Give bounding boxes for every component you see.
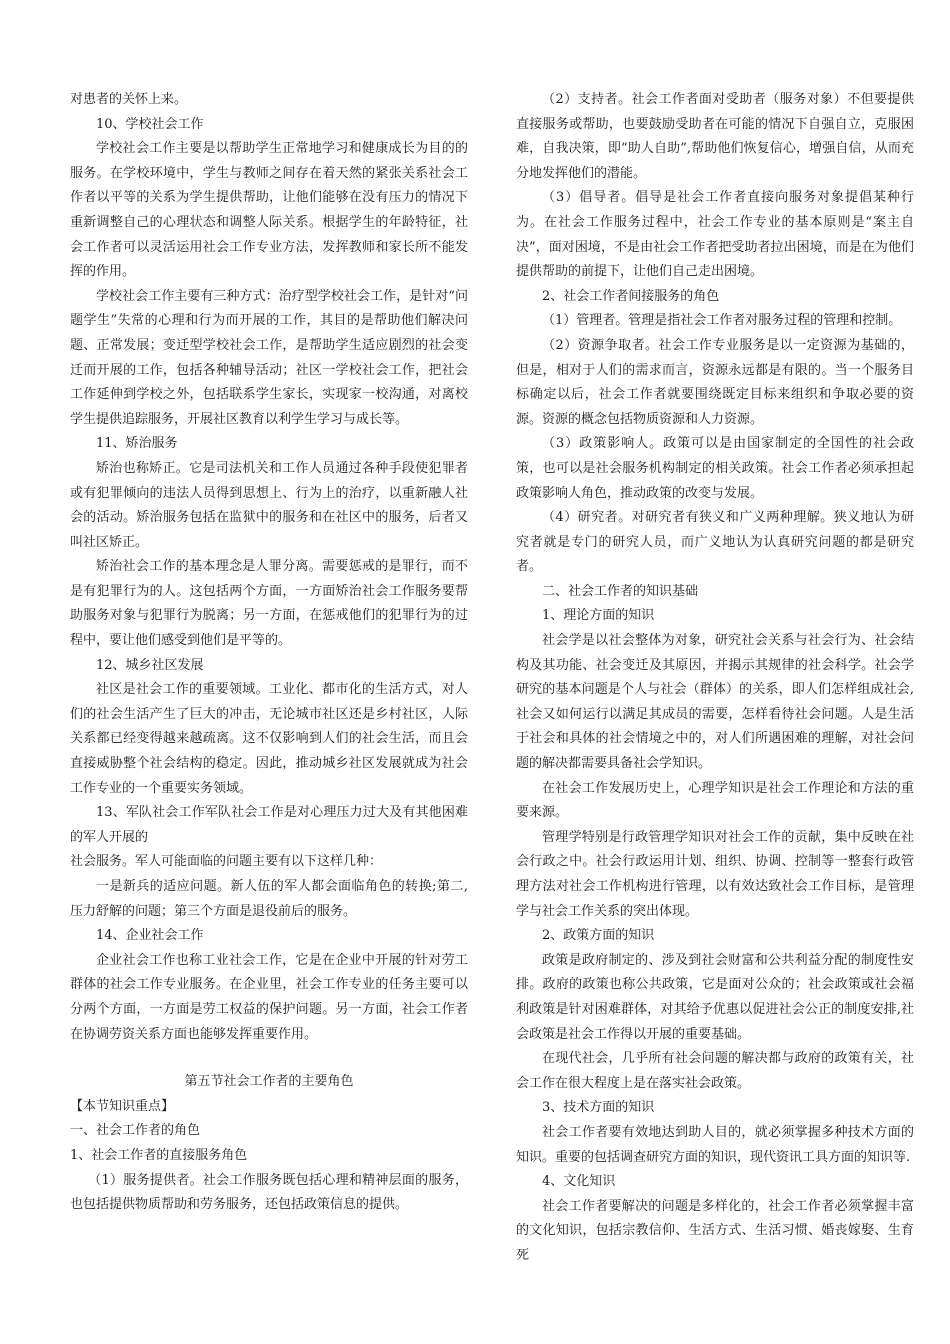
left-paragraph: 13、军队社会工作军队社会工作是对心理压力过大及有其他困难的军人开展的 xyxy=(70,805,468,845)
right-paragraph: （1）管理者。管理是指社会工作者对服务过程的管理和控制。 xyxy=(542,313,902,329)
right-paragraph: 社会学是以社会整体为对象，研究社会关系与社会行为、社会结构及其功能、社会变迁及其原因，并揭示其规律的社会科学。社会学研究的基本问题是个人与社会（群体）的关系，即人们怎样组成社会,社会又如何运行以满足其成员的需要，怎样看待社会问题。人是生活于社会和具体的社会情境之中的，对人们所遇困难的理解，对社会问题的解决都需要具备社会学知识。 xyxy=(516,633,914,772)
right-paragraph: 管理学特别是行政管理学知识对社会工作的贡献，集中反映在社会行政之中。社会行政运用计划、组织、协调、控制等一整套行政管理方法对社会工作机构进行管理，以有效达致社会工作目标，是管理学与社会工作关系的突出体现。 xyxy=(516,829,914,919)
spacer xyxy=(70,1047,468,1070)
right-paragraph: 2、政策方面的知识 xyxy=(542,928,655,944)
right-paragraph: 在现代社会，几乎所有社会问题的解决都与政府的政策有关，社会工作在很大程度上是在落实社会政策。 xyxy=(516,1051,914,1091)
right-paragraph: 4、文化知识 xyxy=(542,1174,616,1190)
left-paragraph: 一、社会工作者的角色 xyxy=(70,1123,201,1139)
left-paragraph: 学校社会工作主要是以帮助学生正常地学习和健康成长为目的的服务。在学校环境中，学生与教师之间存在着天然的紧张关系社会工作者以平等的关系为学生提供帮助，让他们能够在没有压力的情况下重新调整自己的心理状态和调整人际关系。根据学生的年龄特征，社会工作者可以灵活运用社会工作专业方法，发挥教师和家长所不能发挥的作用。 xyxy=(70,141,468,280)
right-column xyxy=(516,88,914,1269)
left-paragraph: 14、企业社会工作 xyxy=(96,928,204,944)
right-paragraph: （2）资源争取者。社会工作专业服务是以一定资源为基础的，但是，相对于人们的需求而言，资源永远都是有限的。当一个服务目标确定以后，社会工作者就要围绕既定目标来组织和争取必要的资源。资源的概念包括物质资源和人力资源。 xyxy=(516,337,914,427)
left-paragraph: （1）服务提供者。社会工作服务既包括心理和精神层面的服务，也包括提供物质帮助和劳务服务，还包括政策信息的提供。 xyxy=(70,1172,468,1213)
right-paragraph: （3）倡导者。倡导是社会工作者直接向服务对象提倡某种行为。在社会工作服务过程中，社会工作专业的基本原则是“案主自决”，面对困境，不是由社会工作者把受助者拉出困境，而是在为他们提供帮助的前提下，让他们自己走出困境。 xyxy=(516,190,914,280)
right-paragraph: （4）研究者。对研究者有狭义和广义两种理解。狭义地认为研究者就是专门的研究人员，而广义地认为认真研究问题的都是研究者。 xyxy=(516,510,914,575)
left-paragraph: 社会服务。军人可能面临的问题主要有以下这样几种： xyxy=(70,854,383,870)
right-paragraph: 社会工作者要有效地达到助人目的，就必须掌握多种技术方面的知识。重要的包括调查研究方面的知识，现代资讯工具方面的知识等. xyxy=(516,1124,914,1165)
left-paragraph: 学校社会工作主要有三种方式：治疗型学校社会工作，是针对“问题学生”失常的心理和行为而开展的工作，其目的是帮助他们解决问题、正常发展；变迁型学校社会工作，是帮助学生适应剧烈的社会变迁而开展的工作，包括各种辅导活动；社区一学校社会工作，把社会工作延伸到学校之外，包括联系学生家长，实现家一校沟通，对离校学生提供追踪服务，开展社区教育以利学生学习与成长等。 xyxy=(70,288,468,427)
left-paragraph: 【本节知识重点】 xyxy=(70,1098,175,1114)
left-paragraph: 12、城乡社区发展 xyxy=(96,657,204,673)
right-paragraph: （2）支持者。社会工作者面对受助者（服务对象）不但要提供直接服务或帮助，也要鼓励受助者在可能的情况下自强自立，克服困难，自我决策，即“助人自助”,帮助他们恢复信心，增强自信，从而充分地发挥他们的潜能。 xyxy=(516,92,914,181)
right-paragraph: 2、社会工作者间接服务的角色 xyxy=(542,288,720,304)
left-column xyxy=(70,88,468,1218)
right-paragraph: （3）政策影响人。政策可以是由国家制定的全国性的社会政策，也可以是社会服务机构制定的相关政策。社会工作者必须承担起政策影响人角色，推动政策的改变与发展。 xyxy=(516,436,914,501)
left-paragraph: 一是新兵的适应问题。新人伍的军人都会面临角色的转换;第二,压力舒解的问题；第三个方面是退役前后的服务。 xyxy=(70,879,468,919)
left-paragraph: 社区是社会工作的重要领域。工业化、都市化的生活方式，对人们的社会生活产生了巨大的冲击，无论城市社区还是乡村社区，人际关系都已经变得越来越疏离。这不仅影响到人们的社会生活，而且会直接威胁整个社会结构的稳定。因此，推动城乡社区发展就成为社会工作专业的一个重要实务领域。 xyxy=(70,682,468,796)
right-paragraph: 社会工作者要解决的问题是多样化的，社会工作者必须掌握丰富的文化知识，包括宗教信仰、生活方式、生活习惯、婚丧嫁娶、生育死 xyxy=(516,1198,914,1263)
right-paragraph: 二、社会工作者的知识基础 xyxy=(542,583,699,599)
left-paragraph: 对患者的关怀上来。 xyxy=(70,92,188,107)
right-paragraph: 3、技术方面的知识 xyxy=(542,1100,655,1116)
left-paragraph: 矫治也称矫正。它是司法机关和工作人员通过各种手段使犯罪者或有犯罪倾向的违法人员得到思想上、行为上的治疗，以重新融人社会的活动。矫治服务包括在监狱中的服务和在社区中的服务，后者又叫社区矫正。 xyxy=(70,460,468,550)
left-paragraph: 企业社会工作也称工业社会工作，它是在企业中开展的针对劳工群体的社会工作专业服务。在企业里，社会工作专业的任务主要可以分两个方面，一方面是劳工权益的保护问题。另一方面，社会工作者在协调劳资关系方面也能够发挥重要作用。 xyxy=(70,952,468,1042)
left-paragraph: 矫治社会工作的基本理念是人罪分离。需要惩戒的是罪行，而不是有犯罪行为的人。这包括两个方面，一方面矫治社会工作服务要帮助服务对象与犯罪行为脱离；另一方面，在惩戒他们的犯罪行为的过程中，要让他们感受到他们是平等的。 xyxy=(70,559,468,649)
left-paragraph: 11、矫治服务 xyxy=(96,436,178,452)
section-title: 第五节社会工作者的主要角色 xyxy=(184,1074,354,1090)
left-paragraph: 10、学校社会工作 xyxy=(96,116,204,132)
right-paragraph: 1、理论方面的知识 xyxy=(542,608,655,624)
left-paragraph: 1、社会工作者的直接服务角色 xyxy=(70,1147,248,1163)
right-paragraph: 政策是政府制定的、涉及到社会财富和公共利益分配的制度性安排。政府的政策也称公共政策，它是面对公众的；社会政策或社会福利政策是针对困难群体，对其给予优惠以促进社会公正的制度安排,社会政策是社会工作得以开展的重要基础。 xyxy=(516,952,914,1042)
right-paragraph: 在社会工作发展历史上，心理学知识是社会工作理论和方法的重要来源。 xyxy=(516,780,914,821)
